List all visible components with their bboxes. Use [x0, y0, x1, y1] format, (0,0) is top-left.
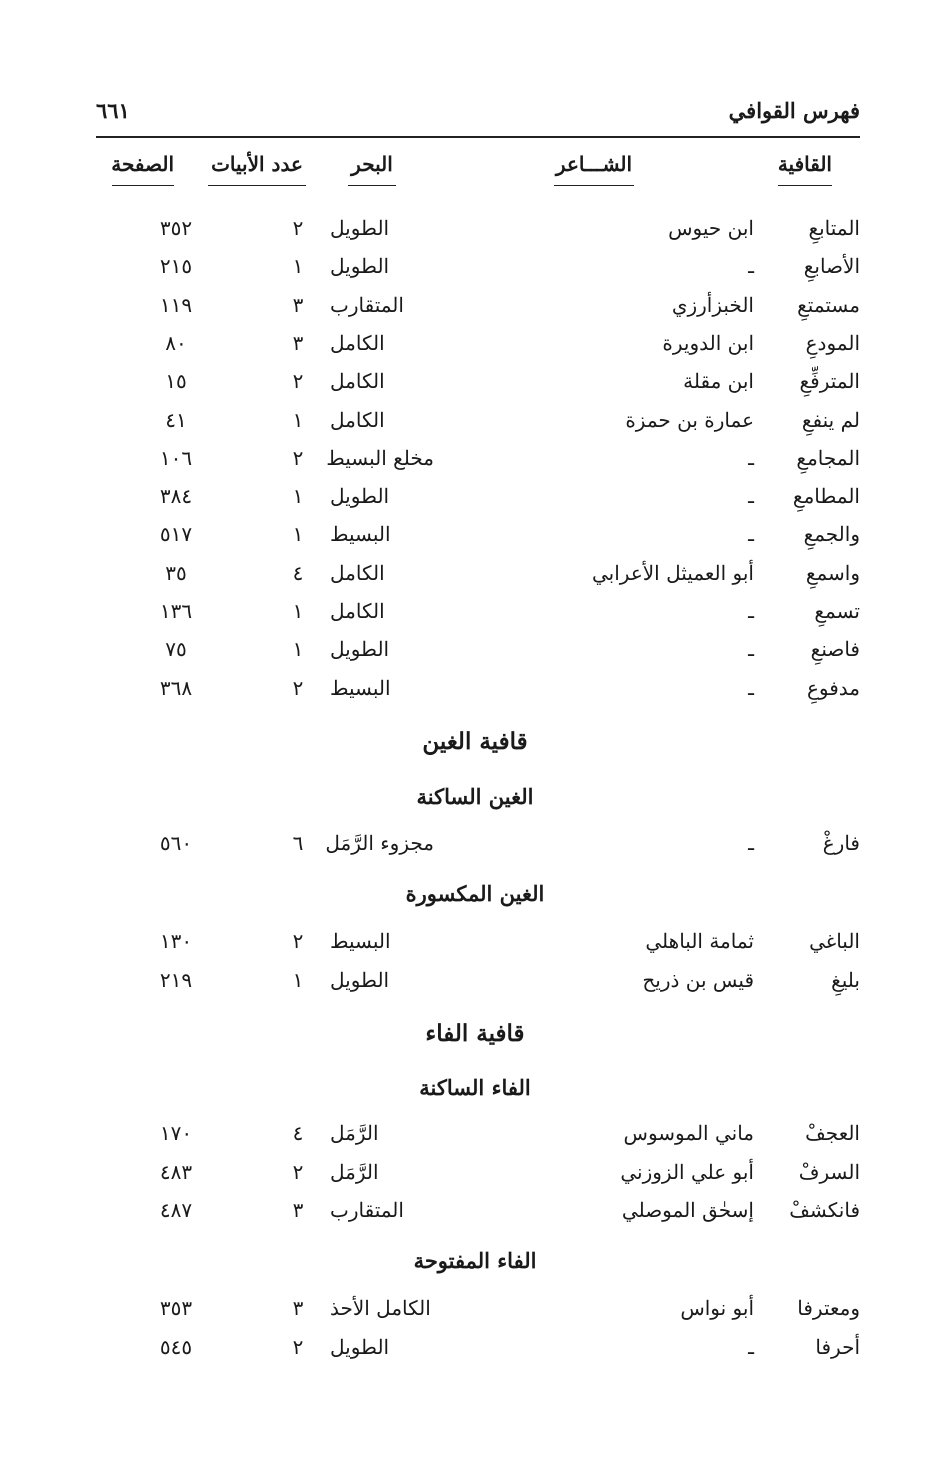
subsection-title-fa-maftuha: الفاء المفتوحة: [413, 1248, 537, 1273]
rhyme-cell: فانكشفْ: [789, 1198, 860, 1222]
rhyme-cell: المترفِّعِ: [799, 369, 860, 393]
meter-cell: المتقارب: [330, 293, 404, 317]
meter-cell: مخلع البسيط: [326, 446, 434, 470]
page-cell: ٥٦٠: [159, 831, 193, 855]
page-cell: ٢١٩: [159, 968, 193, 992]
poet-cell: ثمامة الباهلي: [645, 929, 754, 953]
header-rule: [96, 136, 860, 138]
page-cell: ٤٨٣: [159, 1160, 193, 1184]
rhyme-cell: واسمعِ: [805, 561, 860, 585]
poet-cell: ـ: [748, 254, 754, 278]
verse-count-cell: ١: [292, 484, 304, 508]
verse-count-cell: ٢: [292, 1335, 304, 1359]
verse-count-cell: ٢: [292, 216, 304, 240]
page-cell: ١٧٠: [159, 1121, 193, 1145]
page-cell: ٣٦٨: [159, 676, 193, 700]
meter-cell: الكامل: [330, 369, 385, 393]
page-cell: ٤١: [165, 408, 187, 432]
verse-count-cell: ٢: [292, 1160, 304, 1184]
section-title-fa: قافية الفاء: [425, 1020, 525, 1047]
rhyme-cell: العجفْ: [805, 1121, 860, 1145]
verse-count-cell: ٣: [292, 331, 304, 355]
verse-count-cell: ٢: [292, 929, 304, 953]
meter-cell: البسيط: [330, 929, 391, 953]
verse-count-cell: ٢: [292, 446, 304, 470]
poet-cell: ماني الموسوس: [623, 1121, 754, 1145]
rhyme-cell: المطامعِ: [792, 484, 860, 508]
verse-count-cell: ١: [292, 522, 304, 546]
verse-count-cell: ١: [292, 968, 304, 992]
poet-cell: قيس بن ذريح: [642, 968, 754, 992]
verse-count-cell: ٣: [292, 1296, 304, 1320]
page-cell: ٣٥٢: [159, 216, 193, 240]
subsection-title-ghain-sakina: الغين الساكنة: [416, 784, 534, 809]
meter-cell: الكامل الأحذ: [330, 1296, 431, 1320]
verse-count-cell: ٢: [292, 676, 304, 700]
poet-cell: ـ: [748, 522, 754, 546]
poet-cell: أبو نواس: [680, 1296, 754, 1320]
poet-cell: ـ: [748, 676, 754, 700]
subsection-title-ghain-maksura: الغين المكسورة: [405, 881, 545, 906]
meter-cell: الطويل: [330, 1335, 390, 1359]
rhyme-cell: بليغِ: [831, 968, 860, 992]
poet-cell: ابن مقلة: [683, 369, 754, 393]
poet-cell: إسحٰق الموصلي: [621, 1198, 754, 1222]
meter-cell: الرَّمَل: [330, 1160, 379, 1184]
poet-cell: أبو علي الزوزني: [620, 1160, 754, 1184]
rhyme-cell: لم ينفعِ: [801, 408, 860, 432]
column-header-verses: عدد الأبيات: [208, 152, 306, 186]
page-cell: ٣٨٤: [159, 484, 193, 508]
page-cell: ٢١٥: [159, 254, 193, 278]
meter-cell: الكامل: [330, 408, 385, 432]
verse-count-cell: ٢: [292, 369, 304, 393]
meter-cell: الطويل: [330, 637, 390, 661]
page-cell: ٤٨٧: [159, 1198, 193, 1222]
rhyme-cell: السرفْ: [798, 1160, 860, 1184]
column-header-rhyme: القافية: [778, 152, 832, 186]
rhyme-cell: الأصابعِ: [803, 254, 860, 278]
rhyme-cell: أحرفا: [815, 1335, 860, 1359]
meter-cell: البسيط: [330, 676, 391, 700]
meter-cell: الكامل: [330, 331, 385, 355]
page-cell: ٧٥: [165, 637, 187, 661]
poet-cell: ـ: [748, 1335, 754, 1359]
column-header-meter: البحر: [348, 152, 396, 186]
page-cell: ٥١٧: [159, 522, 193, 546]
page-cell: ٨٠: [165, 331, 187, 355]
page-cell: ١٣٠: [159, 929, 193, 953]
rhyme-cell: والجمعِ: [803, 522, 860, 546]
rhyme-cell: تسمعِ: [814, 599, 860, 623]
subsection-title-fa-sakina: الفاء الساكنة: [419, 1075, 531, 1100]
meter-cell: المتقارب: [330, 1198, 404, 1222]
meter-cell: الطويل: [330, 968, 390, 992]
rhyme-cell: المتابعِ: [808, 216, 860, 240]
meter-cell: الطويل: [330, 254, 390, 278]
meter-cell: الكامل: [330, 599, 385, 623]
section-title-ghain: قافية الغين: [422, 728, 528, 755]
page-cell: ١١٩: [159, 293, 193, 317]
meter-cell: الطويل: [330, 216, 390, 240]
verse-count-cell: ٤: [292, 561, 304, 585]
page-cell: ٣٥: [165, 561, 187, 585]
rhyme-cell: المودعِ: [805, 331, 860, 355]
rhyme-cell: مستمتعِ: [797, 293, 860, 317]
verse-count-cell: ١: [292, 637, 304, 661]
poet-cell: عمارة بن حمزة: [625, 408, 754, 432]
verse-count-cell: ٦: [292, 831, 304, 855]
rhyme-cell: فارغْ: [822, 831, 860, 855]
verse-count-cell: ١: [292, 599, 304, 623]
verse-count-cell: ١: [292, 254, 304, 278]
page-cell: ٥٤٥: [159, 1335, 193, 1359]
verse-count-cell: ١: [292, 408, 304, 432]
verse-count-cell: ٤: [292, 1121, 304, 1145]
poet-cell: ـ: [748, 484, 754, 508]
page-cell: ١٣٦: [159, 599, 193, 623]
column-header-poet: الشـــاعر: [554, 152, 634, 186]
rhyme-cell: ومعترفا: [797, 1296, 860, 1320]
meter-cell: مجزوء الرَّمَل: [325, 831, 434, 855]
poet-cell: الخبزأرزي: [671, 293, 754, 317]
poet-cell: ابن حيوس: [668, 216, 754, 240]
meter-cell: الطويل: [330, 484, 390, 508]
verse-count-cell: ٣: [292, 293, 304, 317]
page-cell: ١٥: [165, 369, 187, 393]
rhyme-cell: فاصنعِ: [810, 637, 860, 661]
rhyme-cell: مدفوعِ: [806, 676, 860, 700]
poet-cell: ـ: [748, 446, 754, 470]
meter-cell: البسيط: [330, 522, 391, 546]
verse-count-cell: ٣: [292, 1198, 304, 1222]
rhyme-cell: المجامعِ: [796, 446, 860, 470]
meter-cell: الرَّمَل: [330, 1121, 379, 1145]
running-title: فهرس القوافي: [728, 98, 860, 123]
rhyme-cell: الباغي: [809, 929, 860, 953]
page-number: ٦٦١: [96, 98, 130, 123]
poet-cell: ابن الدويرة: [662, 331, 754, 355]
page-cell: ٣٥٣: [159, 1296, 193, 1320]
poet-cell: ـ: [748, 637, 754, 661]
poet-cell: ـ: [748, 831, 754, 855]
meter-cell: الكامل: [330, 561, 385, 585]
poet-cell: أبو العميثل الأعرابي: [592, 561, 754, 585]
column-header-page: الصفحة: [112, 152, 174, 186]
poet-cell: ـ: [748, 599, 754, 623]
page-cell: ١٠٦: [159, 446, 193, 470]
